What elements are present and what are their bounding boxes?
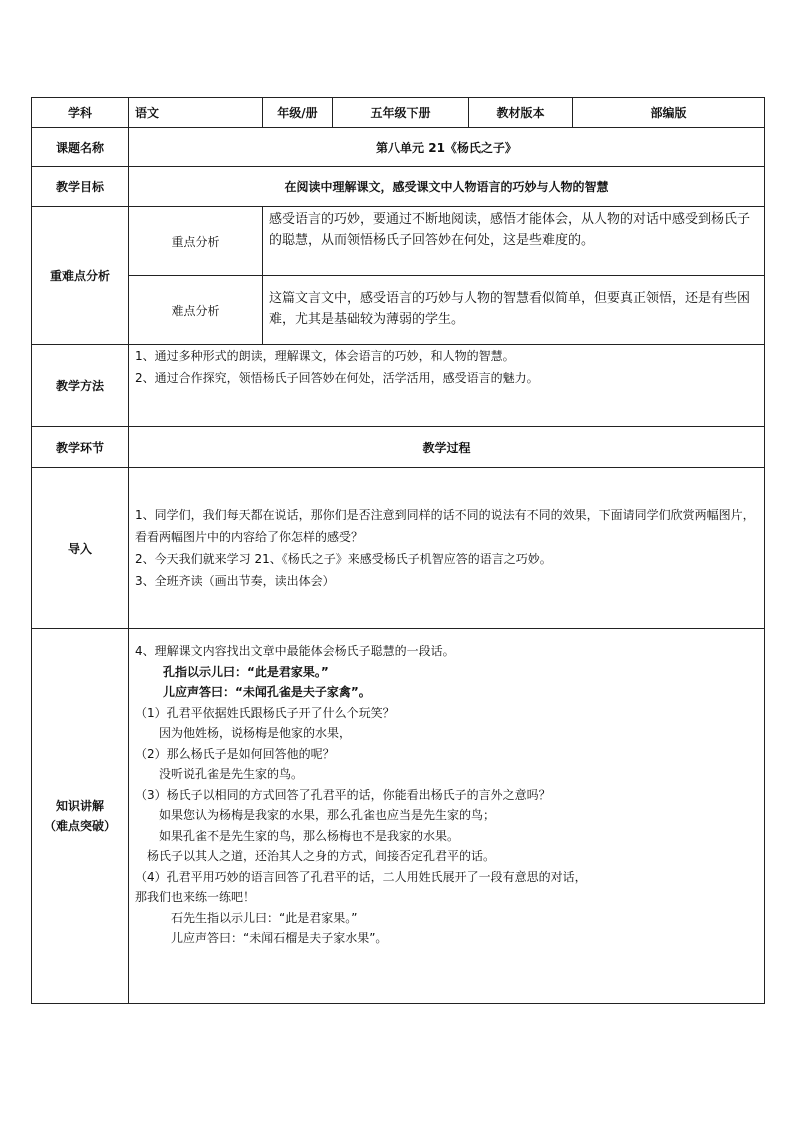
header-row bbox=[32, 98, 765, 128]
question-line: （2）那么杨氏子是如何回答他的呢？ bbox=[135, 746, 335, 761]
intro-item: 2、今天我们就来学习 21、《杨氏之子》来感受杨氏子机智应答的语言之巧妙。 bbox=[135, 552, 552, 566]
hard-point-text: 这篇文言文中，感受语言的巧妙与人物的智慧看似简单，但要真正领悟，还是有些困难，尤其是基础较为薄弱的学生。 bbox=[263, 276, 765, 345]
stage-label: 教学环节 bbox=[32, 427, 129, 468]
subject-value: 语文 bbox=[129, 98, 263, 128]
knowledge-line: 4、理解课文内容找出文章中最能体会杨氏子聪慧的一段话。 bbox=[135, 644, 455, 658]
quote-line: 儿应声答曰：“未闻孔雀是夫子家禽”。 bbox=[163, 685, 371, 699]
knowledge-content bbox=[129, 629, 765, 1004]
goal-text: 在阅读中理解课文，感受课文中人物语言的巧妙与人物的智慧 bbox=[129, 167, 765, 207]
quote-line: 孔指以示儿曰：“此是君家果。” bbox=[163, 664, 329, 679]
answer-line: 没听说孔雀是先生家的鸟。 bbox=[159, 767, 304, 781]
intro-item: 1、同学们，我们每天都在说话，那你们是否注意到同样的话不同的说法有不同的效果，下面请同学们欣赏两幅图片，看看两幅图片中的内容给了你怎样的感受？ bbox=[135, 508, 755, 544]
lesson-plan-table bbox=[31, 97, 765, 1004]
knowledge-label-line1: 知识讲解 bbox=[55, 799, 104, 813]
difficulty-label: 重难点分析 bbox=[32, 207, 129, 345]
intro-row bbox=[32, 468, 765, 629]
hard-point-row bbox=[32, 276, 765, 345]
knowledge-row bbox=[32, 629, 765, 1004]
key-point-row bbox=[32, 207, 765, 276]
grade-value: 五年级下册 bbox=[333, 98, 469, 128]
answer-line: 杨氏子以其人之道，还治其人之身的方式，间接否定孔君平的话。 bbox=[147, 849, 496, 863]
methods-row bbox=[32, 345, 765, 427]
key-point-label: 重点分析 bbox=[129, 207, 263, 276]
knowledge-label bbox=[32, 629, 129, 1004]
answer-line: 如果孔雀不是先生家的鸟，那么杨梅也不是我家的水果。 bbox=[159, 828, 460, 843]
intro-list bbox=[129, 468, 765, 629]
intro-item: 3、全班齐读（画出节奏，读出体会） bbox=[135, 574, 335, 588]
practice-line: 石先生指以示儿曰：“此是君家果。” bbox=[171, 910, 358, 925]
method-item: 1、通过多种形式的朗读，理解课文，体会语言的巧妙，和人物的智慧。 bbox=[135, 349, 515, 363]
question-line: （1）孔君平依据姓氏跟杨氏子开了什么个玩笑？ bbox=[135, 705, 395, 720]
answer-line: 如果您认为杨梅是我家的水果，那么孔雀也应当是先生家的鸟； bbox=[159, 808, 496, 822]
subject-label: 学科 bbox=[32, 98, 129, 128]
goal-row bbox=[32, 167, 765, 207]
intro-label: 导入 bbox=[32, 468, 129, 629]
methods-list bbox=[129, 345, 765, 427]
knowledge-label-line2: （难点突破） bbox=[43, 819, 116, 833]
edition-value: 部编版 bbox=[573, 98, 765, 128]
stage-header-row bbox=[32, 427, 765, 468]
goal-label: 教学目标 bbox=[32, 167, 129, 207]
method-item: 2、通过合作探究，领悟杨氏子回答妙在何处，活学活用，感受语言的魅力。 bbox=[135, 371, 539, 385]
edition-label: 教材版本 bbox=[469, 98, 573, 128]
question-line: （3）杨氏子以相同的方式回答了孔君平的话，你能看出杨氏子的言外之意吗？ bbox=[135, 787, 551, 802]
lesson-title: 第八单元 21《杨氏之子》 bbox=[129, 128, 765, 167]
lesson-title-label: 课题名称 bbox=[32, 128, 129, 167]
methods-label: 教学方法 bbox=[32, 345, 129, 427]
answer-line: 因为他姓杨，说杨梅是他家的水果， bbox=[159, 726, 352, 740]
grade-label: 年级/册 bbox=[263, 98, 333, 128]
process-label: 教学过程 bbox=[129, 427, 765, 468]
key-point-text: 感受语言的巧妙，要通过不断地阅读，感悟才能体会，从人物的对话中感受到杨氏子的聪慧，从而领悟杨氏子回答妙在何处，这是些难度的。 bbox=[263, 207, 765, 276]
question-line: （4）孔君平用巧妙的语言回答了孔君平的话，二人用姓氏展开了一段有意思的对话， bbox=[135, 869, 587, 884]
knowledge-line: 那我们也来练一练吧！ bbox=[135, 890, 256, 904]
practice-line: 儿应声答曰：“未闻石榴是夫子家水果”。 bbox=[171, 931, 388, 945]
title-row bbox=[32, 128, 765, 167]
hard-point-label: 难点分析 bbox=[129, 276, 263, 345]
